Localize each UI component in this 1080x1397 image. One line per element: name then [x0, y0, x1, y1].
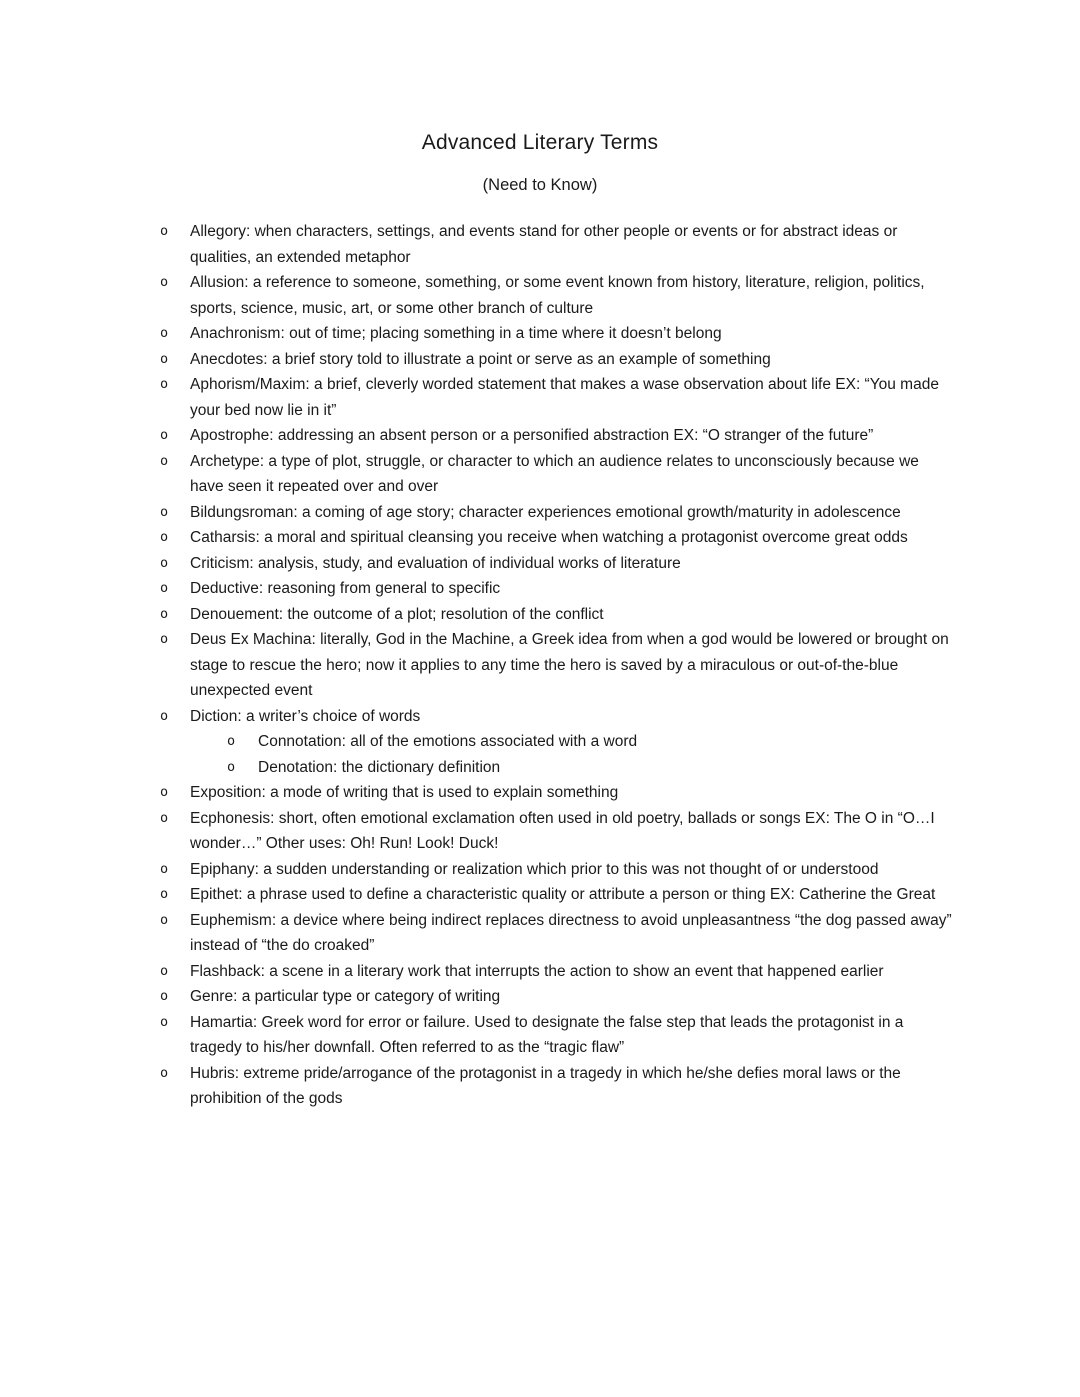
term-text: Denouement: the outcome of a plot; resolution of the conflict: [190, 605, 604, 623]
list-item: [127, 984, 953, 1010]
bullet-icon: o: [160, 580, 169, 596]
bullet-icon: o: [160, 274, 169, 290]
bullet-icon: o: [160, 886, 169, 902]
term-text: Aphorism/Maxim: a brief, cleverly worded statement that makes a wase observation about life EX: “You made your bed now lie in it”: [190, 376, 939, 419]
list-item: [127, 423, 953, 449]
term-text: Epithet: a phrase used to define a characteristic quality or attribute a person or thing EX: Catherine the Great: [190, 886, 936, 903]
list-item: [127, 806, 953, 857]
term-text: Criticism: analysis, study, and evaluation of individual works of literature: [190, 554, 681, 572]
list-item: [127, 321, 953, 347]
bullet-icon: o: [160, 554, 169, 571]
bullet-icon: o: [160, 784, 169, 800]
list-item: [127, 780, 953, 806]
page-subtitle: (Need to Know): [482, 176, 598, 194]
term-text: Hubris: extreme pride/arrogance of the protagonist in a tragedy in which he/she defies moral laws or the prohibition of the gods: [190, 1064, 901, 1107]
term-text: Euphemism: a device where being indirect replaces directness to avoid unpleasantness “the dog passed away” instead of “the do croaked”: [190, 911, 952, 954]
term-text: Anecdotes: a brief story told to illustrate a point or serve as an example of something: [190, 350, 771, 368]
bullet-icon: o: [160, 452, 169, 469]
term-text: Genre: a particular type or category of writing: [190, 988, 501, 1005]
term-text: Epiphany: a sudden understanding or realization which prior to this was not thought of or understood: [190, 860, 879, 878]
bullet-icon: o: [160, 911, 169, 928]
list-item: [127, 1010, 953, 1061]
term-text: Deductive: reasoning from general to specific: [190, 580, 501, 597]
bullet-icon: o: [160, 529, 169, 545]
term-text: Exposition: a mode of writing that is used to explain something: [190, 784, 619, 801]
term-text: Apostrophe: addressing an absent person or a personified abstraction EX: “O stranger of the future”: [190, 427, 874, 444]
term-text: Diction: a writer’s choice of words: [190, 707, 421, 725]
term-text: Denotation: the dictionary definition: [258, 758, 501, 776]
list-item: [127, 602, 953, 628]
list-item: [127, 755, 953, 781]
list-item: [127, 857, 953, 883]
term-text: Bildungsroman: a coming of age story; character experiences emotional growth/maturity in adolescence: [190, 503, 901, 521]
list-item: [127, 525, 953, 551]
list-item: [127, 882, 953, 908]
list-item: [127, 1061, 953, 1112]
list-item: [127, 500, 953, 526]
term-text: Hamartia: Greek word for error or failure. Used to designate the false step that leads the protagonist in a tragedy to his/her downfall. Often referred to as the “tragic flaw”: [190, 1013, 904, 1056]
bullet-icon: o: [160, 223, 169, 239]
list-item: [127, 704, 953, 730]
list-item: [127, 372, 953, 423]
bullet-icon: o: [160, 350, 169, 367]
bullet-icon: o: [160, 860, 169, 877]
list-item: [127, 908, 953, 959]
list-item: [127, 270, 953, 321]
bullet-icon: o: [160, 1013, 169, 1030]
bullet-icon: o: [160, 1064, 169, 1081]
page-title: Advanced Literary Terms: [421, 131, 659, 154]
term-text: Allusion: a reference to someone, something, or some event known from history, literature, religion, politics, sports, science, music, art, or some other branch of culture: [190, 274, 925, 317]
bullet-icon: o: [160, 503, 169, 520]
bullet-icon: o: [160, 962, 169, 979]
bullet-icon: o: [160, 376, 169, 392]
bullet-icon: o: [160, 427, 169, 443]
list-item: [127, 347, 953, 373]
term-text: Archetype: a type of plot, struggle, or character to which an audience relates to unconsciously because we have seen it repeated over and over: [190, 452, 919, 495]
term-text: Flashback: a scene in a literary work that interrupts the action to show an event that happened earlier: [190, 962, 884, 980]
bullet-icon: o: [160, 707, 169, 724]
bullet-icon: o: [227, 733, 236, 749]
list-item: [127, 576, 953, 602]
bullet-icon: o: [160, 631, 169, 647]
list-item: [127, 449, 953, 500]
list-item: [127, 627, 953, 704]
list-item: [127, 959, 953, 985]
bullet-icon: o: [160, 605, 169, 622]
list-item: [127, 729, 953, 755]
term-text: Connotation: all of the emotions associated with a word: [258, 733, 638, 750]
term-text: Catharsis: a moral and spiritual cleansing you receive when watching a protagonist overcome great odds: [190, 529, 908, 546]
term-text: Allegory: when characters, settings, and events stand for other people or events or for abstract ideas or qualities, an extended metaphor: [190, 223, 898, 266]
term-text: Deus Ex Machina: literally, God in the Machine, a Greek idea from when a god would be lowered or brought on stage to rescue the hero; now it applies to any time the hero is saved by a miraculous or out-of-the-blue unexpected event: [190, 631, 949, 699]
bullet-icon: o: [160, 809, 169, 826]
bullet-icon: o: [160, 325, 169, 341]
list-item: [127, 551, 953, 577]
terms-list: [127, 219, 953, 1112]
term-text: Anachronism: out of time; placing something in a time where it doesn’t belong: [190, 325, 722, 342]
term-text: Ecphonesis: short, often emotional exclamation often used in old poetry, ballads or songs EX: The O in “O…I wonder…” Other uses: Oh! Run! Look! Duck!: [190, 809, 935, 852]
bullet-icon: o: [227, 758, 236, 775]
bullet-icon: o: [160, 988, 169, 1004]
list-item: [127, 219, 953, 270]
